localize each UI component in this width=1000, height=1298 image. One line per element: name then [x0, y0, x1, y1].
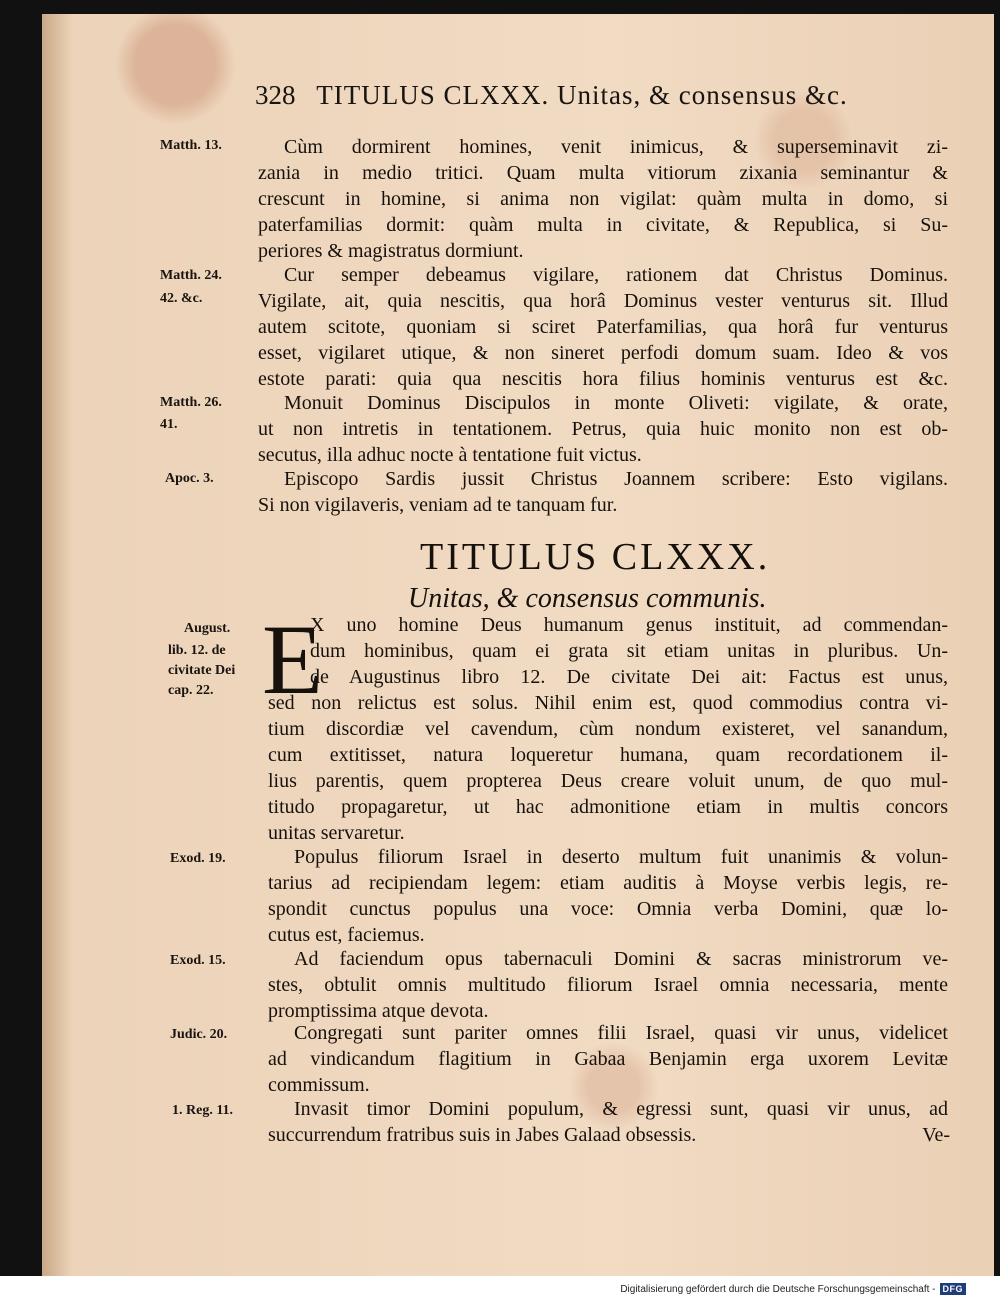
paragraph-opening: [268, 690, 948, 846]
text-line: commissum.: [268, 1074, 370, 1096]
footer-text: Digitalisierung gefördert durch die Deutsche Forschungsgemeinschaft -: [620, 1283, 936, 1295]
text-line: dum hominibus, quam ei grata sit etiam unitas in pluribus. Un-: [310, 640, 948, 662]
paragraph: [268, 844, 948, 948]
paragraph: [258, 390, 948, 468]
text-line: cutus est, faciemus.: [268, 924, 425, 946]
running-title: TITULUS CLXXX. Unitas, & consensus &c.: [316, 80, 848, 110]
text-line: promptissima atque devota.: [268, 1000, 489, 1022]
text-line: sed non relictus est solus. Nihil enim est, quod commodius contra vi-: [268, 692, 948, 714]
text-line: unitas servaretur.: [268, 822, 405, 844]
text-line: tarius ad recipiendam legem: etiam auditis à Moyse verbis legis, re-: [268, 872, 948, 894]
margin-ref: Exod. 15.: [170, 953, 226, 968]
chapter-subtitle: Unitas, & consensus communis.: [408, 583, 767, 614]
text-line: Congregati sunt pariter omnes filii Israel, quasi vir unus, videlicet: [294, 1022, 948, 1044]
text-line: ut non intretis in tentationem. Petrus, quia huic monito non est ob-: [258, 418, 948, 440]
text-line: Invasit timor Domini populum, & egressi sunt, quasi vir unus, ad: [294, 1098, 948, 1120]
margin-ref: August.: [184, 621, 231, 636]
text-line: paterfamilias dormit: quàm multa in civitate, & Republica, si Su-: [258, 214, 948, 236]
paragraph: [258, 466, 948, 518]
text-line: stes, obtulit omnis multitudo filiorum Israel omnia necessaria, mente: [268, 974, 948, 996]
text-line: esset, vigilaret utique, & non sineret perfodi domum suam. Ideo & vos: [258, 342, 948, 364]
paragraph: [268, 946, 948, 1024]
chapter-title: TITULUS CLXXX.: [420, 536, 771, 578]
margin-ref: Matth. 24.: [160, 268, 222, 283]
text-line: Cùm dormirent homines, venit inimicus, & superseminavit zi-: [284, 136, 948, 158]
paragraph: [258, 262, 948, 392]
page-number: 328: [255, 80, 296, 110]
text-line: X uno homine Deus humanum genus instituit, ad commendan-: [310, 614, 948, 636]
text-line: Si non vigilaveris, veniam ad te tanquam fur.: [258, 494, 618, 516]
margin-ref: Judic. 20.: [170, 1027, 228, 1042]
margin-ref: Exod. 19.: [170, 851, 226, 866]
paragraph: [268, 1020, 948, 1098]
text-line: succurrendum fratribus suis in Jabes Galaad obsessis.: [268, 1124, 697, 1146]
paragraph: [258, 134, 948, 264]
text-line: zania in medio tritici. Quam multa vitiorum zixania seminantur &: [258, 162, 948, 184]
margin-ref: lib. 12. de: [168, 643, 226, 658]
margin-ref: cap. 22.: [168, 683, 214, 698]
margin-ref: Matth. 26.: [160, 395, 222, 410]
text-line: Populus filiorum Israel in deserto multum fuit unanimis & volun-: [294, 846, 948, 868]
text-line: lius parentis, quem propterea Deus creare voluit unum, de quo mul-: [268, 770, 948, 792]
text-line: tium discordiæ vel cavendum, cùm nondum existeret, vel sanandum,: [268, 718, 948, 740]
paragraph-opening-top: [310, 612, 948, 690]
text-line: titudo propagaretur, ut hac admonitione etiam in multis concors: [268, 796, 948, 818]
text-line: de Augustinus libro 12. De civitate Dei ait: Factus est unus,: [310, 666, 948, 688]
running-header: [255, 80, 955, 111]
text-line: Episcopo Sardis jussit Christus Joannem scribere: Esto vigilans.: [284, 468, 948, 490]
text-line: Vigilate, ait, quia nescitis, qua horâ Dominus vester venturus sit. Illud: [258, 290, 948, 312]
text-line: Monuit Dominus Discipulos in monte Oliveti: vigilate, & orate,: [284, 392, 948, 414]
text-line: Cur semper debeamus vigilare, rationem dat Christus Dominus.: [284, 264, 948, 286]
text-line: ad vindicandum flagitium in Gabaa Benjamin erga uxorem Levitæ: [268, 1048, 948, 1070]
text-line: cum extitisset, natura loqueretur humana, quam recordationem il-: [268, 744, 948, 766]
text-line: spondit cunctus populus una voce: Omnia verba Domini, quæ lo-: [268, 898, 948, 920]
drop-cap: E: [262, 604, 324, 715]
margin-ref: Matth. 13.: [160, 138, 222, 153]
text-line: crescunt in homine, si anima non vigilat: quàm multa in domo, si: [258, 188, 948, 210]
paragraph: [268, 1096, 948, 1148]
margin-ref: Apoc. 3.: [165, 471, 214, 486]
margin-ref: civitate Dei: [168, 663, 236, 678]
text-line: estote parati: quia qua nescitis hora filius hominis venturus est &c.: [258, 368, 948, 390]
text-line: periores & magistratus dormiunt.: [258, 240, 524, 262]
margin-ref: 1. Reg. 11.: [172, 1103, 234, 1118]
margin-ref: 42. &c.: [160, 291, 203, 306]
text-line: secutus, illa adhuc nocte à tentatione fuit victus.: [258, 444, 642, 466]
text-line: Ad faciendum opus tabernaculi Domini & sacras ministrorum ve-: [294, 948, 948, 970]
catchword: Ve-: [922, 1124, 950, 1146]
dfg-logo-icon: DFG: [940, 1283, 967, 1295]
text-line: autem scitote, quoniam si sciret Paterfamilias, qua horâ fur venturus: [258, 316, 948, 338]
margin-ref: 41.: [160, 417, 178, 432]
funding-footer: [620, 1283, 966, 1295]
